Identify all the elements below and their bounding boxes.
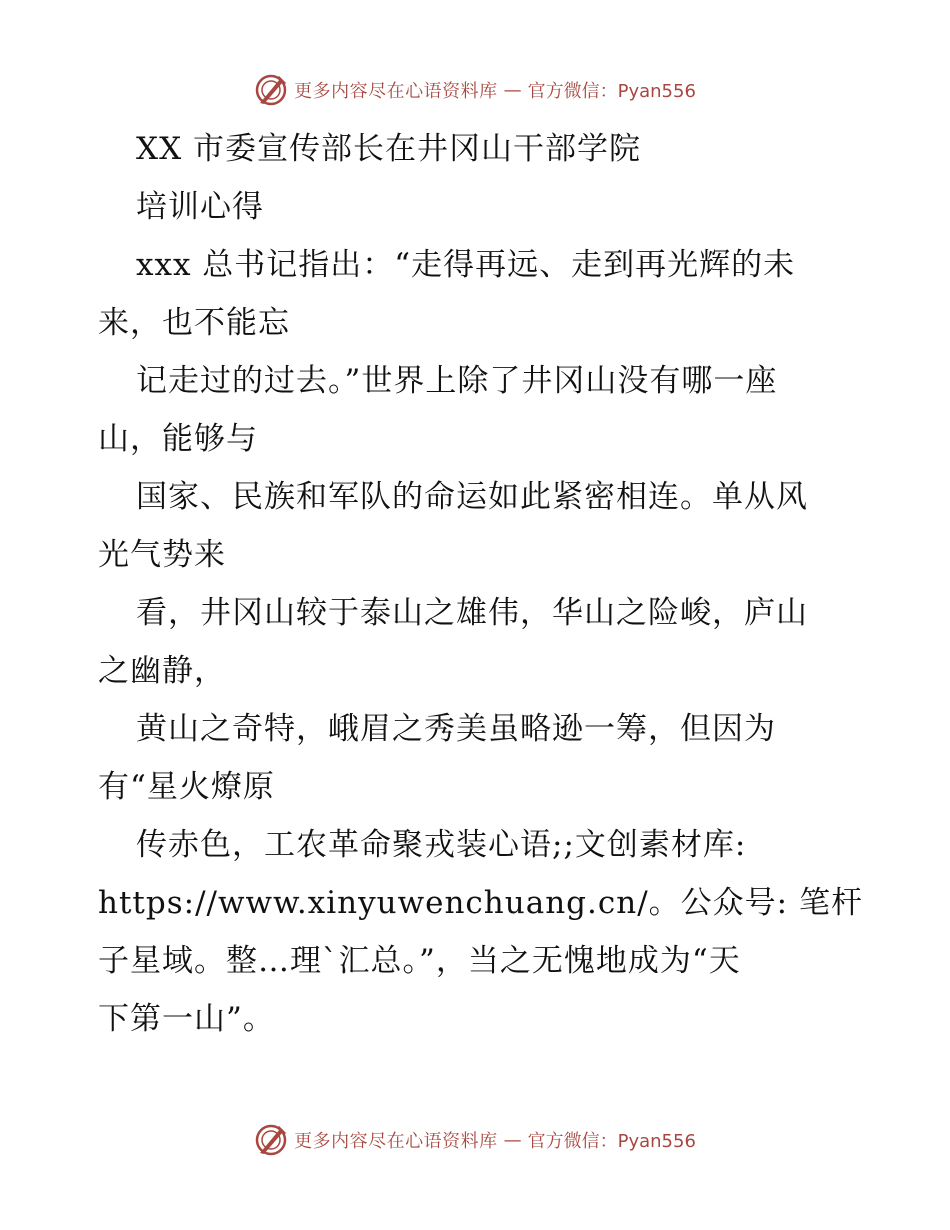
document-line: 记走过的过去。”世界上除了井冈山没有哪一座: [136, 363, 778, 399]
document-line: 子星域。整…理`汇总。”，当之无愧地成为“天: [98, 943, 741, 979]
document-line: 下第一山”。: [98, 1001, 275, 1037]
footer-banner: [0, 1120, 950, 1160]
document-line: 之幽静，: [98, 653, 226, 689]
document-line: 来，也不能忘: [98, 305, 290, 341]
document-line: 有“星火燎原: [98, 769, 275, 805]
header-wechat-text: 官方微信：Pyan556: [527, 81, 696, 102]
header-banner-separator: —: [503, 79, 522, 101]
document-line: 培训心得: [136, 189, 264, 225]
document-line: xxx 总书记指出：“走得再远、走到再光辉的未: [136, 247, 796, 283]
document-line: 传赤色，工农革命聚戎装心语;;文创素材库:: [136, 827, 747, 863]
document-line: 山，能够与: [98, 421, 258, 457]
document-line: 看，井冈山较于泰山之雄伟，华山之险峻，庐山: [136, 595, 808, 631]
document-body: [98, 120, 863, 1048]
document-line: 黄山之奇特，峨眉之秀美虽略逊一筹，但因为: [136, 711, 776, 747]
footer-banner-text: 更多内容尽在心语资料库: [294, 1131, 498, 1152]
header-banner-text: 更多内容尽在心语资料库: [294, 81, 498, 102]
footer-banner-separator: —: [503, 1129, 522, 1151]
footer-wechat-text: 官方微信：Pyan556: [527, 1131, 696, 1152]
document-line: https://www.xinyuwenchuang.cn/。公众号: 笔杆: [98, 885, 863, 921]
document-line: 国家、民族和军队的命运如此紧密相连。单从风: [136, 479, 808, 515]
quill-logo-icon: [254, 1123, 288, 1157]
document-line: XX 市委宣传部长在井冈山干部学院: [136, 131, 641, 167]
header-banner: [0, 70, 950, 110]
quill-logo-icon: [254, 73, 288, 107]
document-line: 光气势来: [98, 537, 226, 573]
